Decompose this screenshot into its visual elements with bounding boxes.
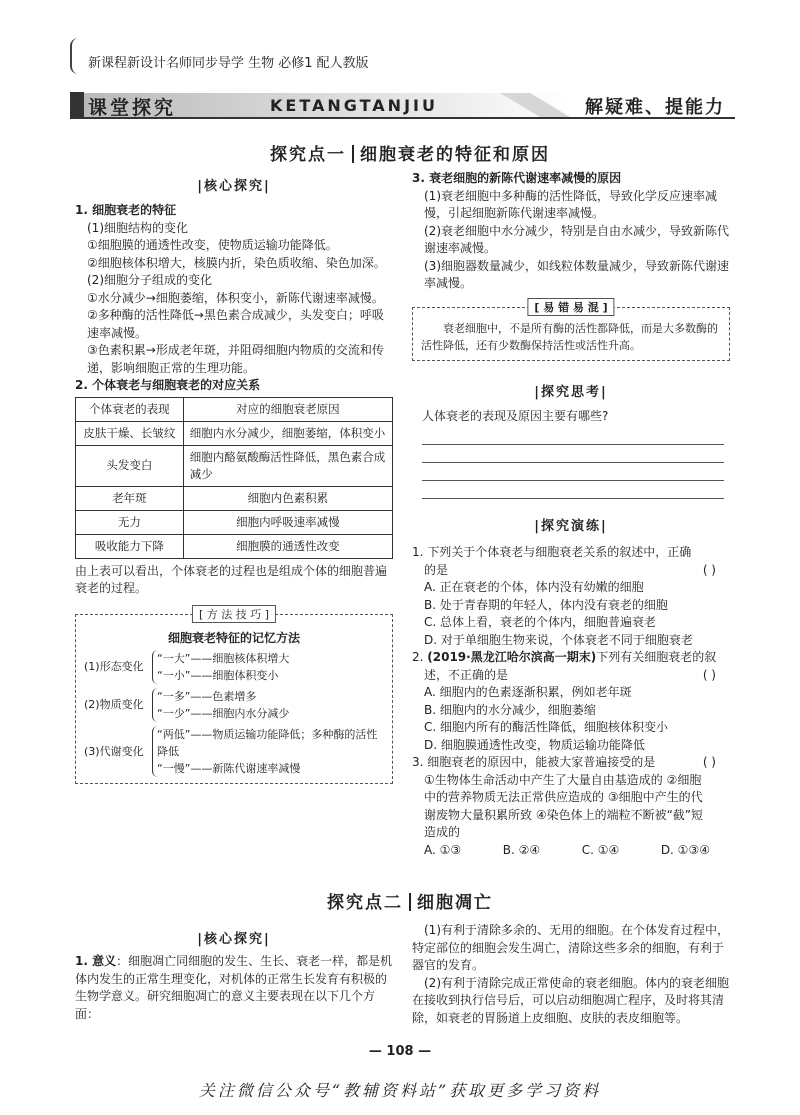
option: C. ①④ (581, 842, 620, 857)
banner-pinyin: KETANGTANJIU (270, 96, 438, 115)
option: A. 细胞内的色素逐渐积累，例如老年斑 (424, 685, 632, 699)
option: A. 正在衰老的个体，体内没有幼嫩的细胞 (424, 580, 644, 594)
right-column (412, 170, 730, 859)
section2-title-right: 细胞凋亡 (417, 893, 493, 913)
aging-table (75, 397, 393, 559)
option: D. 细胞膜通透性改变，物质运输功能降低 (424, 737, 645, 752)
table-cell: 吸收能力下降 (76, 534, 184, 558)
answer-bracket[interactable]: ( ) (702, 562, 716, 577)
section2-title (70, 888, 750, 913)
table-cell: 细胞膜的通透性改变 (183, 534, 392, 558)
title-divider (409, 893, 411, 911)
table-row (76, 445, 393, 486)
table-cell: 老年斑 (76, 486, 184, 510)
answer-bracket[interactable]: ( ) (702, 667, 716, 682)
core-explore-label: |核心探究| (197, 932, 271, 947)
method-label: [ 方 法 技 巧 ] (192, 605, 276, 623)
item3-line: (1)衰老细胞中多种酶的活性降低，导致化学反应速率减慢，引起细胞新陈代谢速率减慢。 (424, 188, 718, 220)
section-banner (70, 90, 735, 120)
table-cell: 皮肤干燥、长皱纹 (76, 421, 184, 445)
method-brace (152, 650, 289, 684)
option: C. 总体上看，衰老的个体内，细胞普遍衰老 (424, 615, 657, 629)
method-item: “一慢”——新陈代谢速率减慢 (157, 761, 301, 775)
footer-note: 关注微信公众号“教辅资料站”获取更多学习资料 (198, 1081, 602, 1100)
section1-title (70, 140, 750, 165)
error-box (412, 300, 730, 361)
item1-line: (2)细胞分子组成的变化 (87, 273, 212, 287)
question-3 (412, 754, 730, 859)
q3-stem-cont: 中的营养物质无法正常供应造成的 ③细胞中产生的代 (424, 790, 703, 804)
table-cell: 无力 (76, 510, 184, 534)
table-cell: 细胞内水分减少，细胞萎缩，体积变小 (183, 421, 392, 445)
section2-left (75, 928, 393, 1023)
table-row (76, 421, 393, 445)
method-item: “一多”——色素增多 (157, 689, 257, 703)
item1-line: ③色素积累→形成老年斑，并阻碍细胞内物质的交流和传递，影响细胞正常的生理功能。 (87, 343, 384, 375)
method-group (84, 650, 384, 684)
banner-left-title: 课堂探究 (88, 97, 177, 119)
table-header-cell: 个体衰老的表现 (76, 397, 184, 421)
error-text: 衰老细胞中，不是所有酶的活性都降低，而是大多数酶的活性降低，还有少数酶保持活性或活性升高。 (421, 321, 718, 352)
section2-title-left: 探究点二 (327, 893, 403, 913)
item1-list (75, 220, 393, 378)
section2-right (412, 922, 730, 1027)
section1-title-left: 探究点一 (270, 145, 346, 165)
table-row (76, 486, 393, 510)
table-header-cell: 对应的细胞衰老原因 (183, 397, 392, 421)
method-item: “一少”——细胞内水分减少 (157, 706, 290, 720)
page-number: — 108 — (368, 1044, 432, 1059)
section1-title-right: 细胞衰老的特征和原因 (360, 145, 550, 165)
method-item: “一大”——细胞核体积增大 (157, 651, 290, 665)
section2-point: (1)有利于清除多余的、无用的细胞。在个体发育过程中，特定部位的细胞会发生凋亡，清除这些多余的细胞，有利于器官的发育。 (412, 923, 730, 972)
option: B. ②④ (502, 842, 541, 857)
q3-stem-cont: 造成的 (424, 825, 461, 839)
option: B. 细胞内的水分减少，细胞萎缩 (424, 702, 596, 717)
item3-line: (2)衰老细胞中水分减少，特别是自由水减少，导致新陈代谢速率减慢。 (424, 223, 730, 255)
table-row (76, 534, 393, 558)
practice-label: |探究演练| (534, 519, 608, 534)
table-cell: 细胞内呼吸速率减慢 (183, 510, 392, 534)
question-1 (412, 544, 730, 649)
table-note: 由上表可以看出，个体衰老的过程也是组成个体的细胞普遍衰老的过程。 (75, 563, 388, 595)
item1-line: ②多种酶的活性降低→黑色素合成减少，头发变白；呼吸速率减慢。 (87, 308, 384, 340)
method-group (84, 688, 384, 722)
q3-stem: 3. 细胞衰老的原因中，能被大家普遍接受的是 ( ) (412, 754, 730, 772)
table-cell: 细胞内酪氨酸酶活性降低，黑色素合成减少 (183, 445, 392, 486)
q3-stem-cont: 谢废物大量积累所致 ④染色体上的端粒不断被“截”短 (424, 807, 704, 822)
book-title: 新课程新设计名师同步导学 生物 必修1 配人教版 (88, 56, 369, 71)
item3-title: 3. 衰老细胞的新陈代谢速率减慢的原因 (412, 171, 622, 185)
section2-point: (2)有利于清除完成正常使命的衰老细胞。体内的衰老细胞在接收到执行信号后，可以启动细胞凋亡程序，及时将其清除，如衰老的胃肠道上皮细胞、皮肤的表皮细胞等。 (412, 975, 730, 1025)
item1-line: ②细胞核体积增大，核膜内折，染色质收缩、染色加深。 (87, 255, 386, 270)
q2-stem-cont: 述，不正确的是 ( ) (412, 667, 730, 685)
answer-line[interactable] (422, 427, 724, 445)
item3-line: (3)细胞器数量减少，如线粒体数量减少，导致新陈代谢速率减慢。 (424, 258, 730, 290)
think-question: 人体衰老的表现及原因主要有哪些? (422, 408, 609, 423)
method-group-name: (3)代谢变化 (84, 744, 144, 758)
core-explore-label: |核心探究| (197, 179, 271, 194)
question-2 (412, 649, 730, 754)
q3-stem-cont: ①生物体生命活动中产生了大量自由基造成的 ②细胞 (424, 772, 702, 787)
table-cell: 细胞内色素积累 (183, 486, 392, 510)
method-item: “两低”——物质运输功能降低；多种酶的活性降低 (157, 727, 378, 758)
item1-line: (1)细胞结构的变化 (87, 220, 188, 235)
table-row (76, 510, 393, 534)
item1-title: 1. 细胞衰老的特征 (75, 203, 177, 217)
error-label: [ 易 错 易 混 ] (527, 298, 614, 316)
answer-line[interactable] (422, 463, 724, 481)
item2-title: 2. 个体衰老与细胞衰老的对应关系 (75, 378, 261, 392)
method-brace (152, 726, 384, 777)
item1-line: ①细胞膜的通透性改变，使物质运输功能降低。 (87, 238, 338, 252)
method-group (84, 726, 384, 777)
answer-lines (412, 427, 730, 499)
left-column (75, 175, 393, 784)
table-cell: 头发变白 (76, 445, 184, 486)
answer-bracket[interactable]: ( ) (702, 755, 716, 769)
item1-line: ①水分减少→细胞萎缩，体积变小，新陈代谢速率减慢。 (87, 290, 384, 305)
q1-stem-cont: 的是 ( ) (412, 562, 730, 580)
option: D. ①③④ (660, 842, 710, 857)
q2-source: (2019·黑龙江哈尔滨高一期末) (427, 650, 597, 664)
method-group-name: (1)形态变化 (84, 660, 144, 673)
option: A. ①③ (424, 842, 462, 857)
method-item: “一小”——细胞体积变小 (157, 668, 279, 682)
table-header-row (76, 397, 393, 421)
banner-right-title: 解疑难、提能力 (585, 97, 725, 118)
method-box (75, 607, 393, 784)
option: C. 细胞内所有的酶活性降低，细胞核体积变小 (424, 720, 669, 734)
title-divider (352, 145, 354, 163)
q2-stem: 2. (2019·黑龙江哈尔滨高一期末)下列有关细胞衰老的叙 (412, 650, 717, 664)
header-curve (70, 38, 80, 74)
answer-line[interactable] (422, 445, 724, 463)
method-group-name: (2)物质变化 (84, 698, 144, 711)
q3-options (412, 842, 730, 860)
option: D. 对于单细胞生物来说，个体衰老不同于细胞衰老 (424, 632, 693, 647)
think-label: |探究思考| (534, 384, 608, 400)
answer-line[interactable] (422, 481, 724, 499)
q1-stem: 1. 下列关于个体衰老与细胞衰老关系的叙述中，正确 (412, 545, 692, 559)
section2-item1: 1. 意义：细胞凋亡同细胞的发生、生长、衰老一样，都是机体内发生的正常生理变化，对机体的正常生长发育有积极的生物学意义。研究细胞凋亡的意义主要表现在以下几个方面： (75, 954, 393, 1021)
method-title: 细胞衰老特征的记忆方法 (167, 630, 300, 645)
method-brace (152, 688, 289, 722)
option: B. 处于青春期的年轻人，体内没有衰老的细胞 (424, 597, 668, 612)
